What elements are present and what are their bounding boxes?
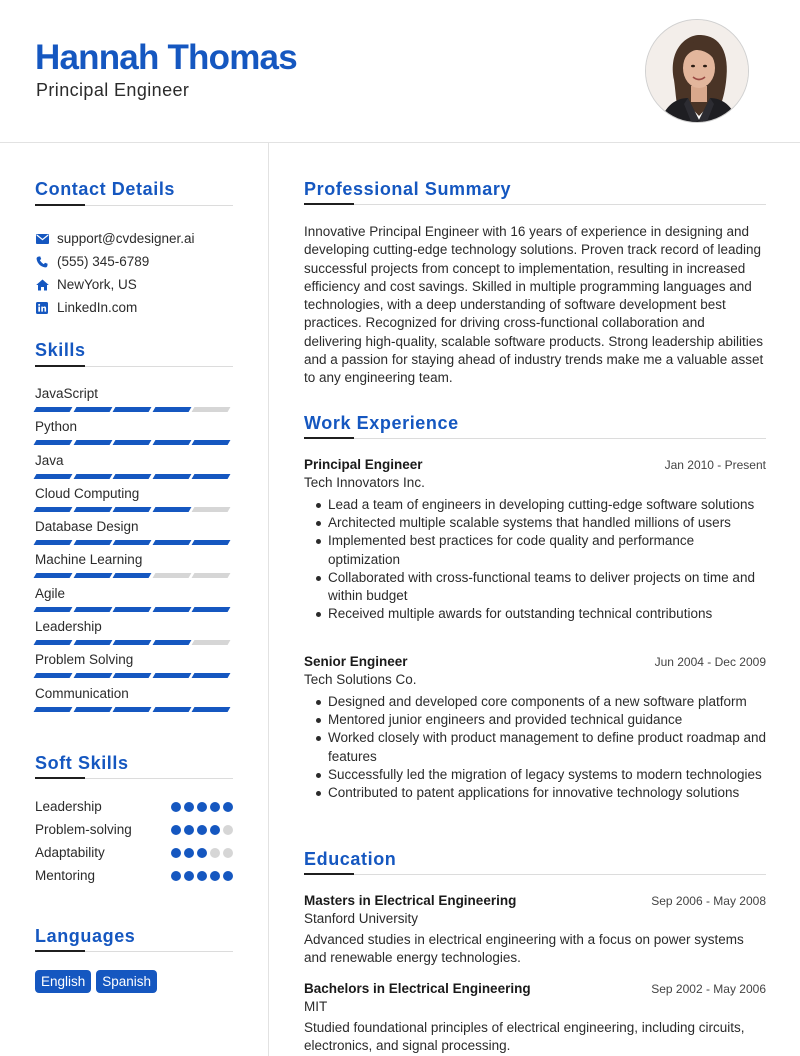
rating-dot (210, 871, 220, 881)
skill-level-segment (152, 407, 190, 412)
skill-label: JavaScript (35, 386, 99, 401)
rating-dot (184, 848, 194, 858)
skill-level-segment (192, 707, 230, 712)
skill-label: Java (35, 452, 64, 468)
education-date: Sep 2006 - May 2008 (651, 894, 766, 908)
education-entry (304, 981, 766, 1055)
skill-level-segment (34, 640, 72, 645)
skill-level-segment (73, 673, 111, 678)
skill-level-bar (35, 707, 233, 712)
contact-location (35, 273, 235, 296)
skill-level-segment (34, 673, 72, 678)
education-entry (304, 893, 766, 967)
rating-dot (184, 802, 194, 812)
skill-level-segment (152, 507, 190, 512)
skill-level-segment (152, 607, 190, 612)
skill-level-segment (192, 573, 230, 578)
skill-level-segment (113, 540, 151, 545)
skill-level-segment (152, 540, 190, 545)
skill-level-segment (34, 474, 72, 479)
rating-dot (210, 802, 220, 812)
skill-item (35, 384, 233, 417)
skill-item (35, 550, 233, 583)
job-entry (304, 654, 766, 802)
profile-photo (645, 19, 749, 123)
soft-skill-rating (171, 871, 233, 881)
skill-level-segment (192, 673, 230, 678)
rating-dot (223, 802, 233, 812)
soft-skill-item (35, 795, 233, 818)
job-bullet: Lead a team of engineers in developing cutting-edge software solutions (314, 496, 766, 514)
language-badge: English (35, 970, 91, 993)
degree-title: Masters in Electrical Engineering (304, 893, 517, 908)
soft-skill-item (35, 864, 233, 887)
language-badge: Spanish (96, 970, 157, 993)
contact-heading: Contact Details (35, 179, 176, 199)
skill-level-bar (35, 673, 233, 678)
skill-level-segment (34, 507, 72, 512)
rating-dot (197, 802, 207, 812)
skill-level-segment (34, 440, 72, 445)
contact-linkedin[interactable] (35, 296, 235, 319)
skill-level-segment (73, 507, 111, 512)
job-bullet: Received multiple awards for outstanding technical contributions (314, 605, 766, 623)
contact-heading-rule (35, 205, 233, 206)
skill-level-segment (73, 640, 111, 645)
work-heading: Work Experience (304, 413, 459, 433)
job-date: Jun 2004 - Dec 2009 (654, 655, 766, 669)
skill-level-segment (192, 540, 230, 545)
rating-dot (210, 825, 220, 835)
soft-skill-label: Adaptability (35, 845, 105, 860)
skill-item (35, 417, 233, 450)
resume-header (0, 0, 800, 143)
work-heading-rule (304, 438, 766, 439)
skill-label: Communication (35, 685, 129, 701)
education-description: Advanced studies in electrical engineering with a focus on power systems and renewable energy technologies. (304, 932, 744, 966)
languages-heading: Languages (35, 926, 136, 946)
rating-dot (197, 871, 207, 881)
skill-level-segment (73, 540, 111, 545)
skill-level-segment (152, 707, 190, 712)
skill-level-segment (113, 440, 151, 445)
skill-level-bar (35, 540, 233, 545)
education-description: Studied foundational principles of electrical engineering, including circuits, electronics, and signal processing. (304, 1020, 745, 1054)
contact-email[interactable] (35, 227, 235, 250)
skill-level-segment (113, 507, 151, 512)
job-bullet: Architected multiple scalable systems that handled millions of users (314, 514, 766, 532)
job-title: Principal Engineer (304, 457, 423, 472)
soft-skill-rating (171, 825, 233, 835)
job-date: Jan 2010 - Present (664, 458, 766, 472)
rating-dot (210, 848, 220, 858)
skill-level-segment (73, 707, 111, 712)
rating-dot (223, 825, 233, 835)
summary-heading-rule (304, 204, 766, 205)
skill-level-bar (35, 507, 233, 512)
rating-dot (184, 825, 194, 835)
job-company: Tech Innovators Inc. (304, 475, 425, 490)
skill-level-segment (152, 673, 190, 678)
rating-dot (197, 848, 207, 858)
school-name: MIT (304, 999, 328, 1014)
contact-email-text: support@cvdesigner.ai (57, 231, 195, 246)
skill-label: Agile (35, 585, 66, 601)
skill-label: Python (35, 419, 78, 435)
rating-dot (171, 802, 181, 812)
envelope-icon (35, 232, 49, 246)
skill-level-segment (192, 507, 230, 512)
skill-label: Database Design (35, 519, 139, 535)
soft-skills-heading-rule (35, 778, 233, 779)
skill-item (35, 484, 233, 517)
skill-level-segment (192, 474, 230, 479)
soft-skill-label: Leadership (35, 799, 102, 814)
job-bullet: Worked closely with product management to define product roadmap and features (314, 729, 766, 765)
skill-level-segment (113, 707, 151, 712)
contact-list (35, 227, 235, 319)
skill-level-segment (192, 607, 230, 612)
candidate-name: Hannah Thomas (35, 38, 297, 77)
rating-dot (223, 871, 233, 881)
skill-level-segment (113, 673, 151, 678)
rating-dot (171, 848, 181, 858)
skill-level-bar (35, 573, 233, 578)
skill-level-bar (35, 607, 233, 612)
skill-level-segment (73, 407, 111, 412)
job-bullet: Collaborated with cross-functional teams to deliver projects on time and within budget (314, 569, 766, 605)
job-title: Senior Engineer (304, 654, 408, 669)
skill-label: Leadership (35, 619, 102, 635)
skill-level-segment (192, 640, 230, 645)
languages-heading-rule (35, 951, 233, 952)
skill-level-segment (192, 440, 230, 445)
job-entry (304, 457, 766, 623)
job-company: Tech Solutions Co. (304, 672, 417, 687)
skill-level-segment (34, 407, 72, 412)
education-heading-rule (304, 874, 766, 875)
linkedin-icon (35, 301, 49, 315)
skill-level-segment (113, 607, 151, 612)
rating-dot (197, 825, 207, 835)
skill-level-segment (113, 640, 151, 645)
summary-heading: Professional Summary (304, 179, 512, 199)
skill-item (35, 451, 233, 484)
skill-item (35, 584, 233, 617)
job-bullet: Mentored junior engineers and provided technical guidance (314, 711, 766, 729)
skills-heading: Skills (35, 340, 86, 360)
skill-level-segment (113, 474, 151, 479)
job-bullets (304, 496, 766, 623)
rating-dot (171, 825, 181, 835)
contact-phone[interactable] (35, 250, 235, 273)
contact-phone-text: (555) 345-6789 (57, 254, 150, 269)
skill-level-segment (73, 573, 111, 578)
skills-list (35, 384, 233, 717)
soft-skill-item (35, 841, 233, 864)
skill-level-segment (152, 573, 190, 578)
skill-level-bar (35, 407, 233, 412)
job-bullet: Designed and developed core components of a new software platform (314, 693, 766, 711)
candidate-title: Principal Engineer (36, 80, 190, 100)
contact-location-text: NewYork, US (57, 277, 137, 292)
skill-level-segment (152, 474, 190, 479)
soft-skills-list (35, 795, 233, 887)
job-bullet: Successfully led the migration of legacy systems to modern technologies (314, 766, 766, 784)
skill-level-segment (113, 407, 151, 412)
skill-level-segment (152, 440, 190, 445)
soft-skill-item (35, 818, 233, 841)
skills-heading-rule (35, 366, 233, 367)
job-bullet: Contributed to patent applications for innovative technology solutions (314, 784, 766, 802)
languages-list (35, 970, 157, 993)
skill-level-bar (35, 640, 233, 645)
job-bullets (304, 693, 766, 802)
rating-dot (223, 848, 233, 858)
skill-level-segment (192, 407, 230, 412)
skill-level-segment (34, 540, 72, 545)
skill-level-segment (113, 573, 151, 578)
soft-skill-rating (171, 848, 233, 858)
skill-level-segment (73, 607, 111, 612)
column-divider (268, 143, 269, 1056)
skill-level-segment (34, 607, 72, 612)
soft-skills-heading: Soft Skills (35, 753, 129, 773)
rating-dot (184, 871, 194, 881)
skill-level-segment (73, 440, 111, 445)
skill-level-segment (73, 474, 111, 479)
skill-label: Machine Learning (35, 552, 143, 568)
contact-linkedin-text: LinkedIn.com (57, 300, 138, 315)
soft-skill-label: Mentoring (35, 868, 96, 883)
skill-label: Problem Solving (35, 652, 134, 668)
skill-item (35, 517, 233, 550)
skill-label: Cloud Computing (35, 485, 140, 501)
summary-text: Innovative Principal Engineer with 16 years of experience in designing and developing cutting-edge technology solutions. Proven track record of leading successful projects from concept to implementation, resulting in increased efficiency and cost savings. Skilled in multiple programming languages and technologies, with a deep understanding of software development best practices. Recognized for driving cross-functional collaboration and delivering high-quality, scalable software products. Strong leadership abilities and a passion for staying ahead of industry trends make me a valuable asset to any engineering team. (304, 224, 764, 386)
soft-skill-label: Problem-solving (35, 822, 132, 837)
skill-level-segment (34, 573, 72, 578)
skill-level-segment (152, 640, 190, 645)
home-icon (35, 278, 49, 292)
skill-level-segment (34, 707, 72, 712)
degree-title: Bachelors in Electrical Engineering (304, 981, 531, 996)
school-name: Stanford University (304, 911, 419, 926)
soft-skill-rating (171, 802, 233, 812)
job-bullet: Implemented best practices for code quality and performance optimization (314, 532, 766, 568)
skill-item (35, 650, 233, 683)
education-heading: Education (304, 849, 397, 869)
phone-icon (35, 255, 49, 269)
skill-item (35, 684, 233, 717)
skill-level-bar (35, 440, 233, 445)
rating-dot (171, 871, 181, 881)
skill-item (35, 617, 233, 650)
education-date: Sep 2002 - May 2006 (651, 982, 766, 996)
skill-level-bar (35, 474, 233, 479)
